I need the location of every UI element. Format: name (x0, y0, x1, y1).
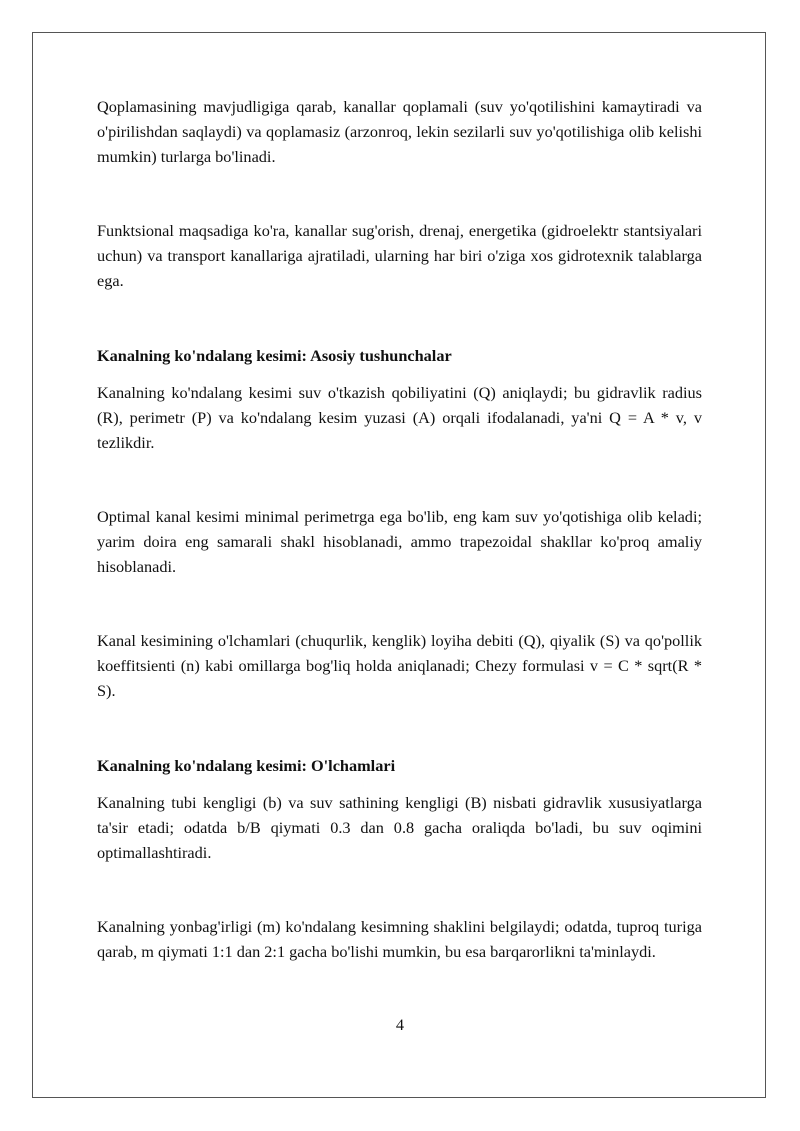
paragraph-width-ratio: Kanalning tubi kengligi (b) va suv sathining kengligi (B) nisbati gidravlik xususiyatlarga ta'sir etadi; odatda b/B qiymati 0.3 dan 0.8 gacha oraliqda bo'ladi, bu suv oqimini optimallashtiradi. (97, 793, 702, 862)
page-number: 4 (395, 1015, 405, 1034)
section-heading-dimensions: Kanalning ko'ndalang kesimi: O'lchamlari (97, 756, 396, 775)
page-content (97, 94, 702, 964)
paragraph-cross-section-capacity: Kanalning ko'ndalang kesimi suv o'tkazish qobiliyatini (Q) aniqlaydi; bu gidravlik radius (R), perimetr (P) va ko'ndalang kesim yuzasi (A) orqali ifodalanadi, ya'ni Q = A * v, v tezlikdir. (97, 383, 702, 452)
paragraph-optimal-section: Optimal kanal kesimi minimal perimetrga ega bo'lib, eng kam suv yo'qotishiga olib keladi; yarim doira eng samarali shakl hisoblanadi, ammo trapezoidal shakllar ko'proq amaliy hisoblanadi. (97, 507, 702, 576)
paragraph-side-slope: Kanalning yonbag'irligi (m) ko'ndalang kesimning shaklini belgilaydi; odatda, tuproq turiga qarab, m qiymati 1:1 dan 2:1 gacha bo'lishi mumkin, bu esa barqarorlikni ta'minlaydi. (97, 917, 702, 961)
paragraph-section-dimensions: Kanal kesimining o'lchamlari (chuqurlik, kenglik) loyiha debiti (Q), qiyalik (S) va qo'pollik koeffitsienti (n) kabi omillarga bog'liq holda aniqlanadi; Chezy formulasi v = C * sqrt(R * S). (97, 631, 702, 700)
section-heading-basic-concepts: Kanalning ko'ndalang kesimi: Asosiy tushunchalar (97, 346, 452, 365)
paragraph-functional-purpose: Funktsional maqsadiga ko'ra, kanallar sug'orish, drenaj, energetika (gidroelektr stantsiyalari uchun) va transport kanallariga ajratiladi, ularning har biri o'ziga xos gidrotexnik talablarga ega. (97, 221, 702, 290)
paragraph-coating-types: Qoplamasining mavjudligiga qarab, kanallar qoplamali (suv yo'qotilishini kamaytiradi va o'pirilishdan saqlaydi) va qoplamasiz (arzonroq, lekin sezilarli suv yo'qotilishiga olib kelishi mumkin) turlarga bo'linadi. (97, 97, 702, 166)
